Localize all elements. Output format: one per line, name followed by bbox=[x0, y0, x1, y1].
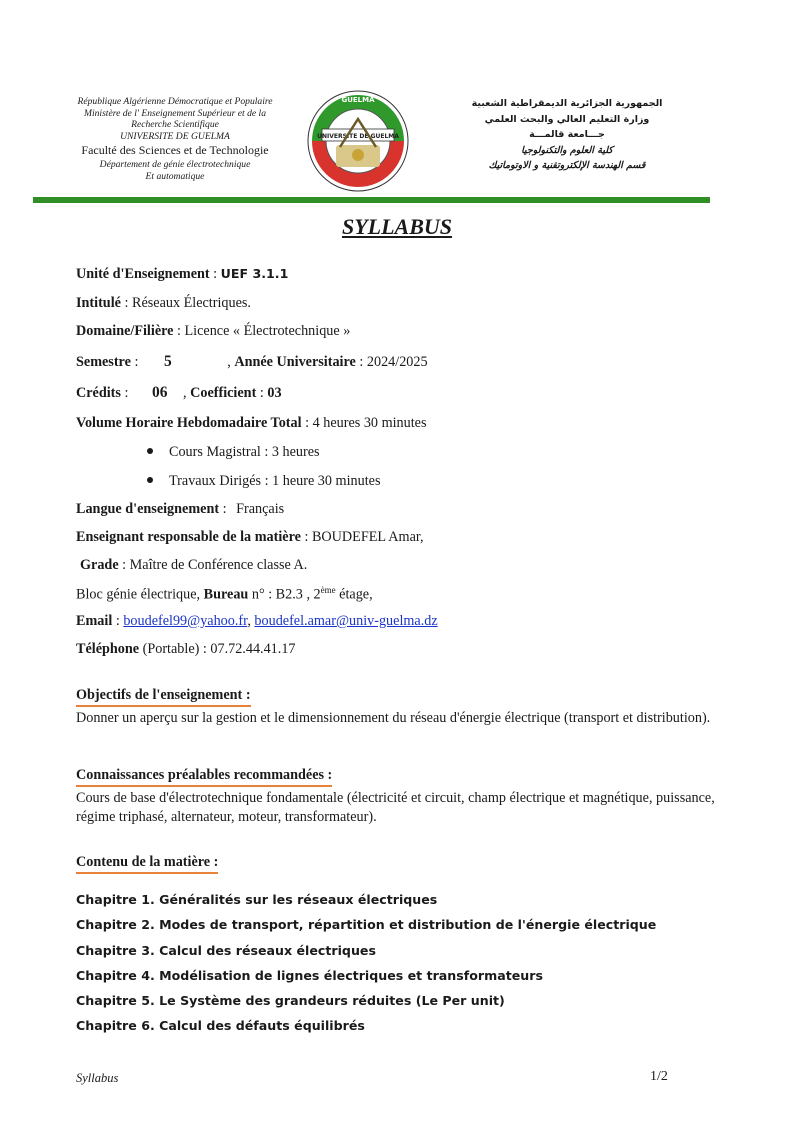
ue-line: Unité d'Enseignement : UEF 3.1.1 bbox=[76, 266, 289, 282]
arabic-faculty-line: كلية العلوم والتكنولوجيا bbox=[521, 144, 613, 156]
tel-value: : 07.72.44.41.17 bbox=[202, 641, 296, 657]
etage-sup: ème bbox=[320, 585, 336, 595]
ue-value: UEF 3.1.1 bbox=[220, 266, 289, 281]
tel-type: (Portable) bbox=[142, 641, 200, 657]
university-line: UNIVERSITE DE GUELMA bbox=[120, 130, 230, 142]
chapter-1: Chapitre 1. Généralités sur les réseaux électriques bbox=[76, 892, 438, 907]
chapter-5: Chapitre 5. Le Système des grandeurs réduites (Le Per unit) bbox=[76, 993, 505, 1008]
chapter-6: Chapitre 6. Calcul des défauts équilibrés bbox=[76, 1018, 365, 1033]
bureau-value: n° : B2.3 bbox=[251, 586, 303, 603]
bullet-td bbox=[147, 473, 380, 490]
footer-title: Syllabus bbox=[76, 1071, 119, 1085]
objectifs-heading: Objectifs de l'enseignement : bbox=[76, 687, 251, 707]
logo-band-text: UNIVERSITE DE GUELMA bbox=[317, 133, 399, 140]
volume-value: 4 heures 30 minutes bbox=[312, 415, 427, 431]
department-line-2: Et automatique bbox=[145, 170, 205, 182]
credits-line: Crédits : 06 , Coefficient : 03 bbox=[76, 384, 282, 401]
faculty-line: Faculté des Sciences et de Technologie bbox=[81, 143, 269, 157]
bullet-cours-text: Cours Magistral : 3 heures bbox=[169, 444, 320, 460]
ministry-line: Ministère de l' Enseignement Supérieur et de la bbox=[83, 107, 267, 119]
arabic-department-line: قسم الهندسة الإلكتروتقنية و الاوتوماتيك bbox=[488, 160, 646, 171]
email-link-univ[interactable]: boudefel.amar@univ-guelma.dz bbox=[254, 613, 438, 629]
annee-value: 2024/2025 bbox=[366, 354, 428, 370]
bullet-dot-icon bbox=[147, 448, 153, 454]
grade-value: Maître de Conférence classe A. bbox=[129, 557, 308, 573]
ue-label: Unité d'Enseignement bbox=[76, 266, 210, 282]
semestre-line: Semestre : 5 , Année Universitaire : 2024/2025 bbox=[76, 353, 428, 370]
logo-top-text: GUELMA bbox=[341, 96, 375, 104]
grade-label: Grade bbox=[80, 557, 119, 573]
intitule-value: Réseaux Électriques. bbox=[131, 295, 251, 311]
enseignant-label: Enseignant responsable de la matière bbox=[76, 529, 301, 545]
langue-label: Langue d'enseignement bbox=[76, 501, 220, 517]
volume-line: Volume Horaire Hebdomadaire Total : 4 heures 30 minutes bbox=[76, 415, 427, 431]
grade-line: Grade : Maître de Conférence classe A. bbox=[80, 557, 308, 573]
domaine-line: Domaine/Filière : Licence « Électrotechnique » bbox=[76, 323, 351, 339]
intitule-line: Intitulé : Réseaux Électriques. bbox=[76, 295, 251, 311]
republic-line: République Algérienne Démocratique et Populaire bbox=[77, 96, 273, 107]
etage-num: 2 bbox=[313, 586, 321, 603]
department-line-1: Département de génie électrotechnique bbox=[99, 159, 251, 170]
langue-value: Français bbox=[236, 501, 285, 517]
coef-value: 03 bbox=[267, 385, 282, 401]
bullet-td-text: Travaux Dirigés : 1 heure 30 minutes bbox=[169, 473, 381, 489]
chapter-3: Chapitre 3. Calcul des réseaux électriques bbox=[76, 943, 376, 958]
intitule-label: Intitulé bbox=[76, 295, 121, 311]
credits-label: Crédits bbox=[76, 385, 121, 401]
domaine-label: Domaine/Filière bbox=[76, 323, 174, 339]
langue-line: Langue d'enseignement : Français bbox=[76, 501, 285, 517]
bullet-dot-icon bbox=[147, 477, 153, 483]
email-line: Email : boudefel99@yahoo.fr, boudefel.amar@univ-guelma.dz bbox=[76, 613, 438, 629]
telephone-line bbox=[76, 641, 296, 658]
objectifs-text: Donner un aperçu sur la gestion et le dimensionnement du réseau d'énergie électrique (transport et distribution). bbox=[76, 710, 711, 726]
tel-label: Téléphone bbox=[76, 641, 140, 657]
prerequis-heading: Connaissances préalables recommandées : bbox=[76, 767, 332, 787]
domaine-value: Licence « Électrotechnique » bbox=[184, 323, 351, 339]
bureau-line: Bloc génie électrique, Bureau n° : B2.3 , 2ème étage, bbox=[76, 585, 373, 603]
bullet-cours bbox=[147, 444, 320, 461]
arabic-university-line: جـــامعة قالمـــة bbox=[529, 129, 605, 140]
annee-label: Année Universitaire bbox=[234, 354, 356, 370]
page-title: SYLLABUS bbox=[341, 214, 453, 239]
header-right-block bbox=[462, 96, 672, 174]
email-link-yahoo[interactable]: boudefel99@yahoo.fr bbox=[123, 613, 248, 629]
credits-value: 06 bbox=[151, 384, 168, 401]
prerequis-text: Cours de base d'électrotechnique fondamentale (électricité et circuit, champ électrique et magnétique, puissance, régime triphasé, alternateur, moteur, transformateur). bbox=[76, 790, 715, 825]
page-number: 1/2 bbox=[650, 1069, 668, 1084]
research-line: Recherche Scientifique bbox=[131, 119, 219, 130]
chapter-4: Chapitre 4. Modélisation de lignes électriques et transformateurs bbox=[76, 968, 543, 983]
header-divider-bar bbox=[33, 197, 710, 203]
volume-label: Volume Horaire Hebdomadaire Total bbox=[76, 415, 302, 431]
chapter-2: Chapitre 2. Modes de transport, répartition et distribution de l'énergie électrique bbox=[76, 917, 657, 932]
bloc-text: Bloc génie électrique, bbox=[76, 586, 201, 603]
semestre-value: 5 bbox=[163, 353, 172, 370]
arabic-republic-line: الجمهورية الجزائرية الديمقراطية الشعبية bbox=[471, 98, 663, 109]
etage-text: étage, bbox=[339, 586, 373, 603]
arabic-ministry-line: وزارة التعليم العالي والبحث العلمي bbox=[484, 113, 650, 125]
university-logo bbox=[306, 89, 410, 193]
enseignant-value: BOUDEFEL Amar, bbox=[311, 529, 424, 545]
bureau-label: Bureau bbox=[203, 586, 249, 603]
contenu-heading: Contenu de la matière : bbox=[76, 854, 218, 874]
header-left-block bbox=[52, 96, 298, 182]
coef-label: Coefficient bbox=[190, 385, 257, 401]
email-label: Email bbox=[76, 613, 113, 629]
semestre-label: Semestre bbox=[76, 354, 131, 370]
enseignant-line: Enseignant responsable de la matière : BOUDEFEL Amar, bbox=[76, 529, 424, 545]
